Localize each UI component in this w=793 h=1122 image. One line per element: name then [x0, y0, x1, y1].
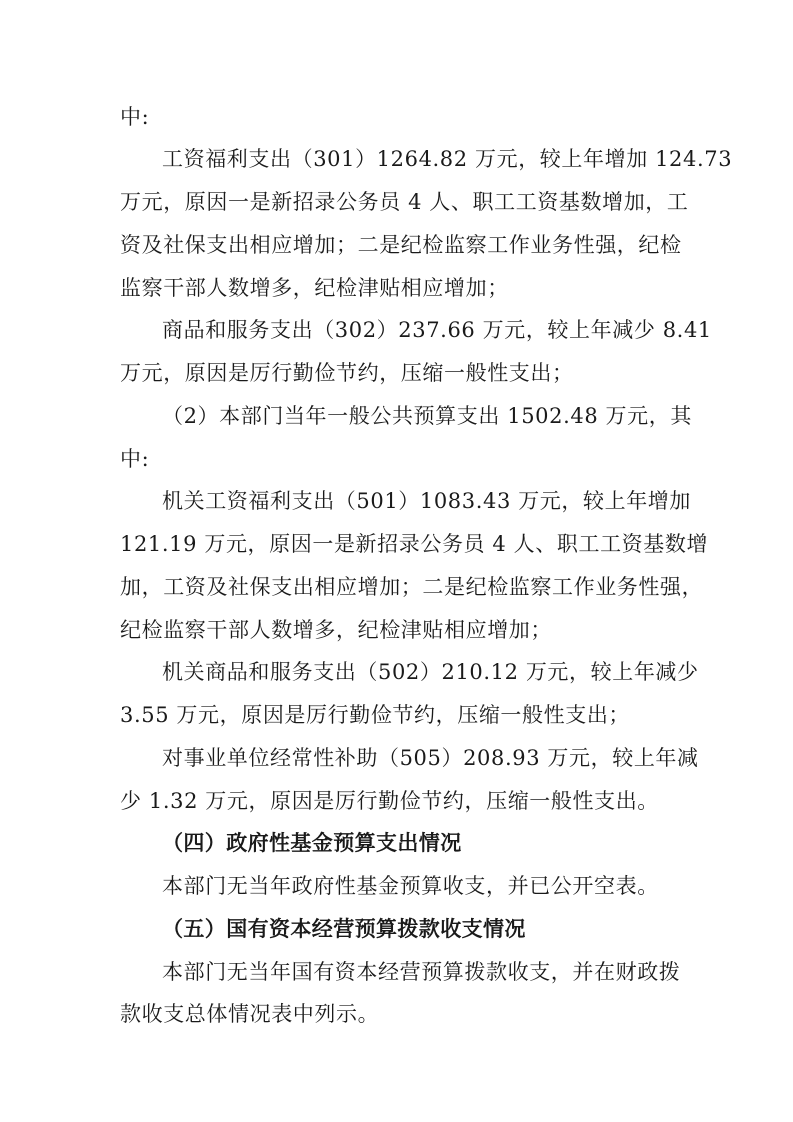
- text-line: 商品和服务支出（302）237.66 万元，较上年减少 8.41: [162, 318, 712, 342]
- text-line: 加，工资及社保支出相应增加；二是纪检监察工作业务性强，: [120, 575, 704, 599]
- text-line: 中:: [120, 447, 150, 471]
- text-line: 万元，原因是厉行勤俭节约，压缩一般性支出；: [120, 361, 574, 385]
- text-line: 本部门无当年政府性基金预算收支，并已公开空表。: [162, 874, 659, 898]
- section-heading: （五）国有资本经营预算拨款收支情况: [162, 917, 526, 941]
- text-line: 机关工资福利支出（501）1083.43 万元，较上年增加: [162, 489, 691, 513]
- text-line: 款收支总体情况表中列示。: [120, 1002, 380, 1026]
- text-line: 监察干部人数增多，纪检津贴相应增加；: [120, 276, 509, 300]
- text-line: （2）本部门当年一般公共预算支出 1502.48 万元，其: [162, 404, 692, 428]
- text-line: 万元，原因一是新招录公务员 4 人、职工工资基数增加，工: [120, 190, 689, 214]
- text-line: 资及社保支出相应增加；二是纪检监察工作业务性强，纪检: [120, 233, 682, 257]
- section-heading: （四）政府性基金预算支出情况: [162, 831, 462, 855]
- text-line: 3.55 万元，原因是厉行勤俭节约，压缩一般性支出；: [120, 703, 631, 727]
- text-line: 本部门无当年国有资本经营预算拨款收支，并在财政拨: [162, 960, 681, 984]
- text-line: 纪检监察干部人数增多，纪检津贴相应增加；: [120, 618, 552, 642]
- text-line: 少 1.32 万元，原因是厉行勤俭节约，压缩一般性支出。: [120, 789, 659, 813]
- text-line: 工资福利支出（301）1264.82 万元，较上年增加 124.73: [162, 147, 733, 171]
- text-line: 121.19 万元，原因一是新招录公务员 4 人、职工工资基数增: [120, 532, 709, 556]
- text-line: 对事业单位经常性补助（505）208.93 万元，较上年减: [162, 746, 699, 770]
- text-line: 机关商品和服务支出（502）210.12 万元，较上年减少: [162, 660, 699, 684]
- text-line: 中:: [120, 105, 150, 129]
